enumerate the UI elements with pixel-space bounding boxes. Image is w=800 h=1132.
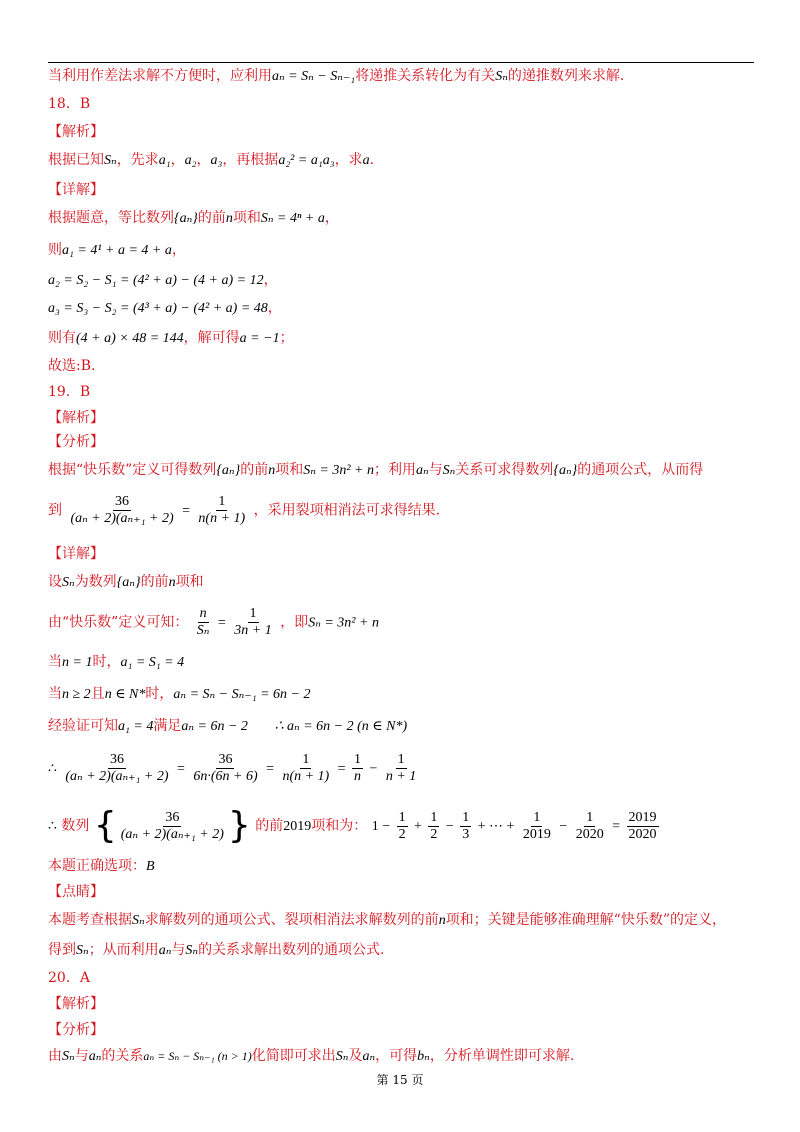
q18-detail-5: 则有(4 + a) × 48 = 144，解可得a = −1； xyxy=(48,330,294,346)
question-18-heading: 18．B xyxy=(48,96,91,112)
fraction: $\frac{1}{2}$ xyxy=(430,809,438,842)
q20-jiexi-label: 【解析】 xyxy=(48,996,104,1012)
q18-detail-1: 根据题意，等比数列{aₙ}的前n项和Sₙ = 4ⁿ + a， xyxy=(48,210,339,226)
q19-dianjing-text-1: 本题考查根据Sₙ求解数列的通项公式、裂项相消法求解数列的前n项和；关键是能够准确理解“快乐数”的定义， xyxy=(48,912,727,928)
q18-detail-3: a₂ = S₂ − S₁ = (4² + a) − (4 + a) = 12， xyxy=(48,272,278,288)
q18-answer: 故选:B. xyxy=(48,358,96,374)
fraction: $\frac{1}{2}$ xyxy=(398,809,406,842)
q18-jiexi-text: 根据已知Sₙ，先求a₁，a₂，a₃，再根据a₂² = a₁a₃，求a. xyxy=(48,152,375,168)
q19-jiexi-label: 【解析】 xyxy=(48,410,104,426)
q20-fenxi-label: 【分析】 xyxy=(48,1022,104,1038)
q19-xiangjie-label: 【详解】 xyxy=(48,546,104,562)
q19-answer: 本题正确选项：B xyxy=(48,858,155,874)
q18-jiexi-label: 【解析】 xyxy=(48,124,104,140)
q19-fenxi-text-2: 到 $\frac{36}{\text{(aₙ + 2)(aₙ₊₁ + 2)}}$ = $\frac{1}{n(n + 1)}$ ，采用裂项相消法可求得结果. xyxy=(48,494,441,526)
fraction: $\frac{36}{\text{(aₙ + 2)(aₙ₊₁ + 2)}}$ xyxy=(70,494,174,526)
fraction: $\frac{1}{2020}$ xyxy=(575,809,604,842)
fraction: $\frac{1}{n + 1}$ xyxy=(385,752,417,784)
fraction: $\frac{1}{3n + 1}$ xyxy=(234,606,272,638)
q19-dianjing-text-2: 得到Sₙ；从而利用aₙ与Sₙ的关系求解出数列的通项公式. xyxy=(48,942,385,958)
q19-fenxi-text-1: 根据“快乐数”定义可得数列{aₙ}的前n项和Sₙ = 3n² + n；利用aₙ与Sₙ关系可求得数列{aₙ}的通项公式，从而得 xyxy=(48,462,704,478)
q19-detail-5: 经验证可知a₁ = 4满足aₙ = 6n − 2 ∴ aₙ = 6n − 2 (n ∈ N*) xyxy=(48,718,408,734)
q19-detail-2: 由“快乐数”定义可知： $\frac{n}{\text{Sₙ}}$ = $\frac{1}{3n + 1}$ ，即Sₙ = 3n² + n xyxy=(48,606,379,638)
fraction: $\frac{1}{n}$ xyxy=(354,752,362,784)
q18-xiangjie-label: 【详解】 xyxy=(48,182,104,198)
q19-detail-6: ∴ $\frac{36}{\text{(aₙ + 2)(aₙ₊₁ + 2)}}$ = $\frac{36}{6n\cdot(6n + 6)}$ = $\frac{1}{n(n + 1)}$ = $\frac{1}{n}$ − $\frac{1}{n + 1}$ xyxy=(48,752,417,784)
q19-detail-3: 当n = 1时，a₁ = S₁ = 4 xyxy=(48,654,185,670)
page-footer: 第 15 页 xyxy=(376,1073,424,1087)
q19-detail-4: 当n ≥ 2且n ∈ N*时，aₙ = Sₙ − Sₙ₋₁ = 6n − 2 xyxy=(48,686,311,702)
fraction: $\frac{1}{n(n + 1)}$ xyxy=(282,752,330,784)
fraction: $\frac{n}{\text{Sₙ}}$ xyxy=(196,606,210,638)
intro-line: 当利用作差法求解不方便时，应利用aₙ = Sₙ − Sₙ₋₁将递推关系转化为有关Sₙ的递推数列来求解. xyxy=(48,68,625,84)
fraction: $\frac{2019}{2020}$ xyxy=(628,809,657,842)
fraction: $\frac{36}{\text{(aₙ + 2)(aₙ₊₁ + 2)}}$ xyxy=(120,809,224,842)
question-19-heading: 19．B xyxy=(48,384,91,400)
fraction: $\frac{36}{\text{(aₙ + 2)(aₙ₊₁ + 2)}}$ xyxy=(65,752,169,784)
fraction: $\frac{1}{3}$ xyxy=(462,809,470,842)
q20-fenxi-text: 由Sₙ与aₙ的关系aₙ = Sₙ − Sₙ₋₁ (n > 1)化简即可求出Sₙ及aₙ，可得bₙ，分析单调性即可求解. xyxy=(48,1048,575,1064)
q18-detail-4: a₃ = S₃ − S₂ = (4³ + a) − (4² + a) = 48， xyxy=(48,300,282,316)
q18-detail-2: 则a₁ = 4¹ + a = 4 + a， xyxy=(48,242,186,258)
fraction: $\frac{1}{n(n + 1)}$ xyxy=(198,494,246,526)
header-rule xyxy=(48,62,754,63)
q19-fenxi-label: 【分析】 xyxy=(48,434,104,450)
fraction: $\frac{1}{2019}$ xyxy=(522,809,551,842)
question-20-heading: 20．A xyxy=(48,970,90,986)
fraction: $\frac{36}{6n\cdot(6n + 6)}$ xyxy=(193,752,258,784)
q19-detail-1: 设Sₙ为数列{aₙ}的前n项和 xyxy=(48,574,204,590)
q19-dianjing-label: 【点睛】 xyxy=(48,884,104,900)
q19-detail-7: ∴ 数列 { $\frac{36}{\text{(aₙ + 2)(aₙ₊₁ + 2)}}$ } 的前2019项和为： 1 − $\frac{1}{2}$ + $\frac{1}{2}$ − $\frac{1}{3}$ + ⋯ + $\frac{1}{2019}$ − $\frac{1}{2020}$ = $\frac{2019}{2020}$ xyxy=(48,805,657,846)
